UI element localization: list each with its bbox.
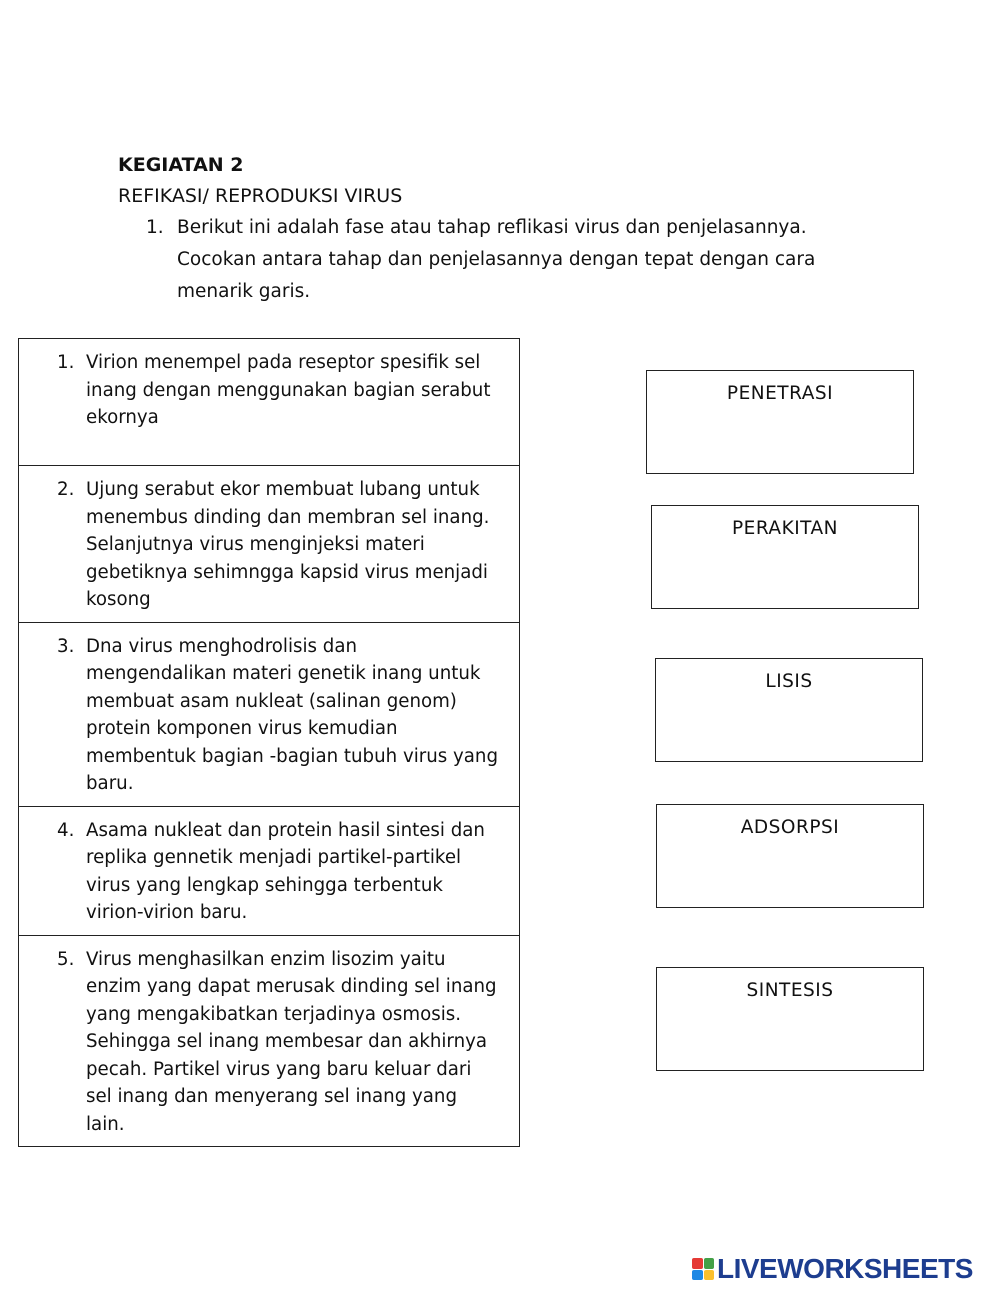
description-text: Ujung serabut ekor membuat lubang untuk menembus dinding dan membran sel inang. Selanjutnya virus menginjeksi materi gebetiknya sehimngga kapsid virus menjadi kosong	[86, 479, 490, 610]
stage-label: LISIS	[765, 671, 813, 692]
description-text: Virus menghasilkan enzim lisozim yaitu enzim yang dapat merusak dinding sel inang yang mengakibatkan terjadinya osmosis. Sehingga sel inang membesar dan akhirnya pecah. Partikel virus yang baru keluar dari sel inang dan menyerang sel inang yang lain.	[86, 948, 497, 1135]
stage-label: PERAKITAN	[731, 518, 839, 539]
description-text: Asama nukleat dan protein hasil sintesi dan replika gennetik menjadi partikel-partikel virus yang lengkap sehingga terbentuk virion-virion baru.	[86, 819, 485, 923]
description-text: Virion menempel pada reseptor spesifik sel inang dengan menggunakan bagian serabut ekornya	[86, 352, 491, 428]
description-cell-4[interactable]	[19, 806, 520, 935]
description-number: 5.	[57, 948, 75, 970]
liveworksheets-logo	[692, 1252, 973, 1286]
table-row	[19, 622, 520, 806]
table-row	[19, 339, 520, 466]
stage-label: ADSORPSI	[740, 817, 840, 838]
instruction	[146, 212, 886, 308]
table-row	[19, 806, 520, 935]
description-cell-5[interactable]	[19, 935, 520, 1147]
description-cell-3[interactable]	[19, 622, 520, 806]
stage-box-lisis[interactable]	[655, 658, 923, 762]
description-number: 3.	[57, 635, 75, 657]
activity-title: KEGIATAN 2	[118, 154, 244, 176]
stage-label: PENETRASI	[726, 383, 834, 404]
stage-label: SINTESIS	[746, 980, 834, 1001]
instruction-text: Berikut ini adalah fase atau tahap reflikasi virus dan penjelasannya. Cocokan antara tahap dan penjelasannya dengan tepat dengan cara menarik garis.	[177, 217, 816, 302]
table-row	[19, 466, 520, 623]
instruction-number: 1.	[146, 217, 164, 238]
stage-box-adsorpsi[interactable]	[656, 804, 924, 908]
description-cell-2[interactable]	[19, 466, 520, 623]
stage-box-perakitan[interactable]	[651, 505, 919, 609]
topic-title: REFIKASI/ REPRODUKSI VIRUS	[118, 185, 403, 207]
logo-text: LIVEWORKSHEETS	[717, 1253, 973, 1284]
table-row	[19, 935, 520, 1147]
logo-blocks-icon	[692, 1258, 714, 1280]
description-cell-1[interactable]	[19, 339, 520, 466]
description-table	[18, 338, 520, 1147]
description-number: 1.	[57, 352, 75, 373]
description-text: Dna virus menghodrolisis dan mengendalikan materi genetik inang untuk membuat asam nukleat (salinan genom) protein komponen virus kemudian membentuk bagian -bagian tubuh virus yang baru.	[86, 635, 498, 794]
stage-box-sintesis[interactable]	[656, 967, 924, 1071]
description-number: 2.	[57, 479, 75, 500]
stage-box-penetrasi[interactable]	[646, 370, 914, 474]
description-number: 4.	[57, 819, 75, 841]
